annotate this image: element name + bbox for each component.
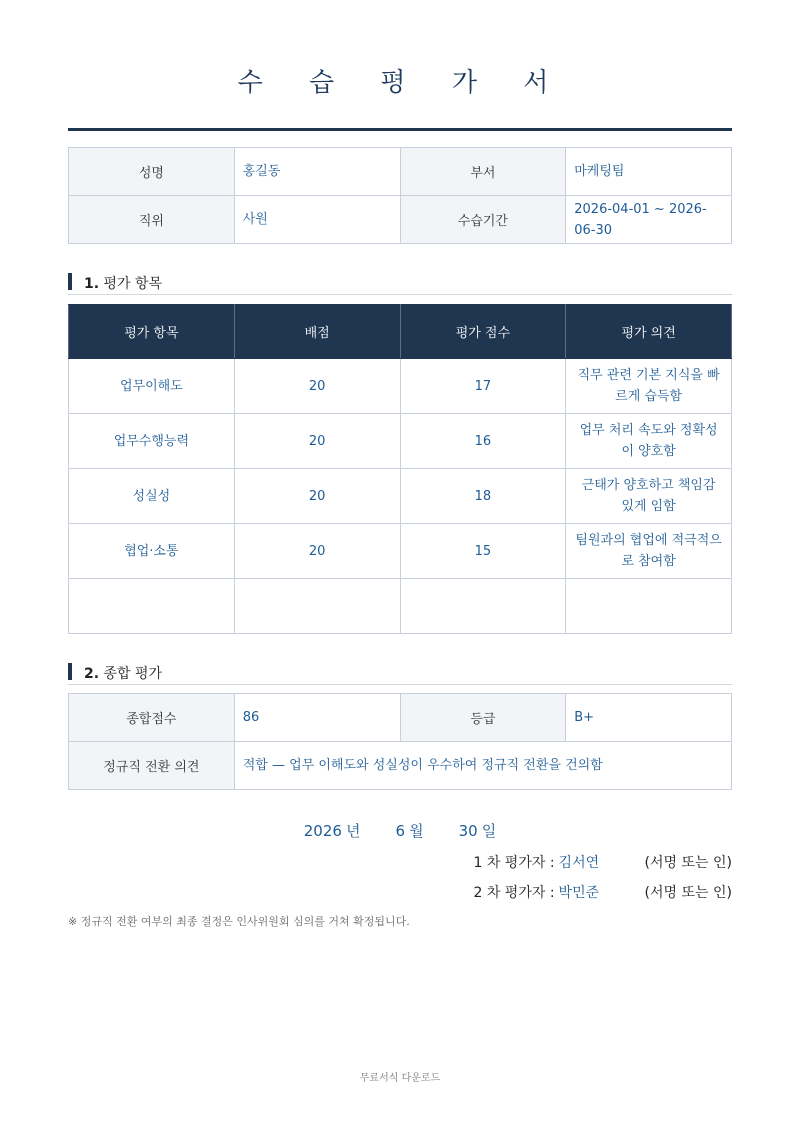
summary-table — [68, 693, 732, 790]
section-marker — [68, 273, 72, 290]
table-row — [69, 469, 732, 524]
name-label: 성명 — [69, 148, 235, 196]
section-number: 1. — [84, 276, 100, 292]
summary-row — [69, 742, 732, 790]
table-row — [69, 359, 732, 414]
item-cell: 업무이해도 — [69, 359, 235, 414]
header-score: 평가 점수 — [400, 305, 566, 359]
score-cell: 16 — [400, 414, 566, 469]
footer-text: 무료서식 다운로드 — [359, 1073, 441, 1084]
empty-cell — [566, 579, 732, 634]
evaluation-table — [68, 304, 732, 634]
section-overall-evaluation-heading — [68, 662, 732, 685]
comment-cell: 팀원과의 협업에 적극적으로 참여함 — [566, 524, 732, 579]
score-cell: 18 — [400, 469, 566, 524]
score-cell: 17 — [400, 359, 566, 414]
employee-info-table — [68, 147, 732, 244]
comment-cell: 업무 처리 속도와 정확성이 양호함 — [566, 414, 732, 469]
document-title: 수 습 평 가 서 — [237, 68, 563, 98]
info-row — [69, 148, 732, 196]
position-label: 직위 — [69, 196, 235, 244]
empty-cell — [400, 579, 566, 634]
signature-placeholder: (서명 또는 인) — [644, 855, 732, 871]
empty-cell — [234, 579, 400, 634]
date-day-unit: 일 — [481, 822, 497, 840]
dept-label: 부서 — [400, 148, 566, 196]
position-value: 사원 — [234, 196, 400, 244]
max-score-cell: 20 — [234, 414, 400, 469]
section-title — [84, 663, 162, 683]
title-divider — [68, 128, 732, 131]
first-evaluator-line — [473, 852, 732, 872]
section-evaluation-items-heading — [68, 272, 732, 295]
item-cell: 업무수행능력 — [69, 414, 235, 469]
header-item: 평가 항목 — [69, 305, 235, 359]
info-row — [69, 196, 732, 244]
header-max-score: 배점 — [234, 305, 400, 359]
section-label: 종합 평가 — [103, 666, 163, 682]
summary-row — [69, 694, 732, 742]
comment-cell: 직무 관련 기본 지식을 빠르게 습득함 — [566, 359, 732, 414]
second-evaluator-line — [473, 882, 732, 902]
header-comment: 평가 의견 — [566, 305, 732, 359]
table-row-empty — [69, 579, 732, 634]
grade-value: B+ — [566, 694, 732, 742]
total-score-label: 종합점수 — [69, 694, 235, 742]
section-marker — [68, 663, 72, 680]
empty-cell — [69, 579, 235, 634]
comment-cell: 근태가 양호하고 책임감 있게 임함 — [566, 469, 732, 524]
period-label: 수습기간 — [400, 196, 566, 244]
evaluator-name: 김서연 — [558, 855, 600, 871]
max-score-cell: 20 — [234, 359, 400, 414]
date-day: 30 — [458, 822, 478, 840]
section-number: 2. — [84, 666, 100, 682]
conversion-opinion-label: 정규직 전환 의견 — [69, 742, 235, 790]
dept-value: 마케팅팀 — [566, 148, 732, 196]
date-month-unit: 월 — [409, 822, 424, 840]
section-label: 평가 항목 — [103, 276, 163, 292]
signature-placeholder: (서명 또는 인) — [644, 885, 732, 901]
name-value: 홍길동 — [234, 148, 400, 196]
evaluation-date — [0, 820, 800, 841]
date-year-unit: 년 — [345, 822, 361, 840]
date-month: 6 — [395, 822, 406, 840]
item-cell: 성실성 — [69, 469, 235, 524]
score-cell: 15 — [400, 524, 566, 579]
table-row — [69, 524, 732, 579]
total-score-value: 86 — [234, 694, 400, 742]
conversion-opinion-value: 적합 — 업무 이해도와 성실성이 우수하여 정규직 전환을 건의함 — [234, 742, 731, 790]
date-year: 2026 — [303, 822, 342, 840]
grade-label: 등급 — [400, 694, 566, 742]
period-value: 2026-04-01 ~ 2026-06-30 — [566, 196, 732, 244]
evaluator-role: 1 차 평가자 : — [473, 855, 555, 871]
max-score-cell: 20 — [234, 524, 400, 579]
item-cell: 협업·소통 — [69, 524, 235, 579]
footnote: ※ 정규직 전환 여부의 최종 결정은 인사위원회 심의를 거쳐 확정됩니다. — [68, 915, 410, 928]
evaluator-name: 박민준 — [558, 885, 600, 901]
section-title — [84, 273, 162, 293]
table-row — [69, 414, 732, 469]
max-score-cell: 20 — [234, 469, 400, 524]
evaluator-role: 2 차 평가자 : — [473, 885, 555, 901]
table-header-row — [69, 305, 732, 359]
